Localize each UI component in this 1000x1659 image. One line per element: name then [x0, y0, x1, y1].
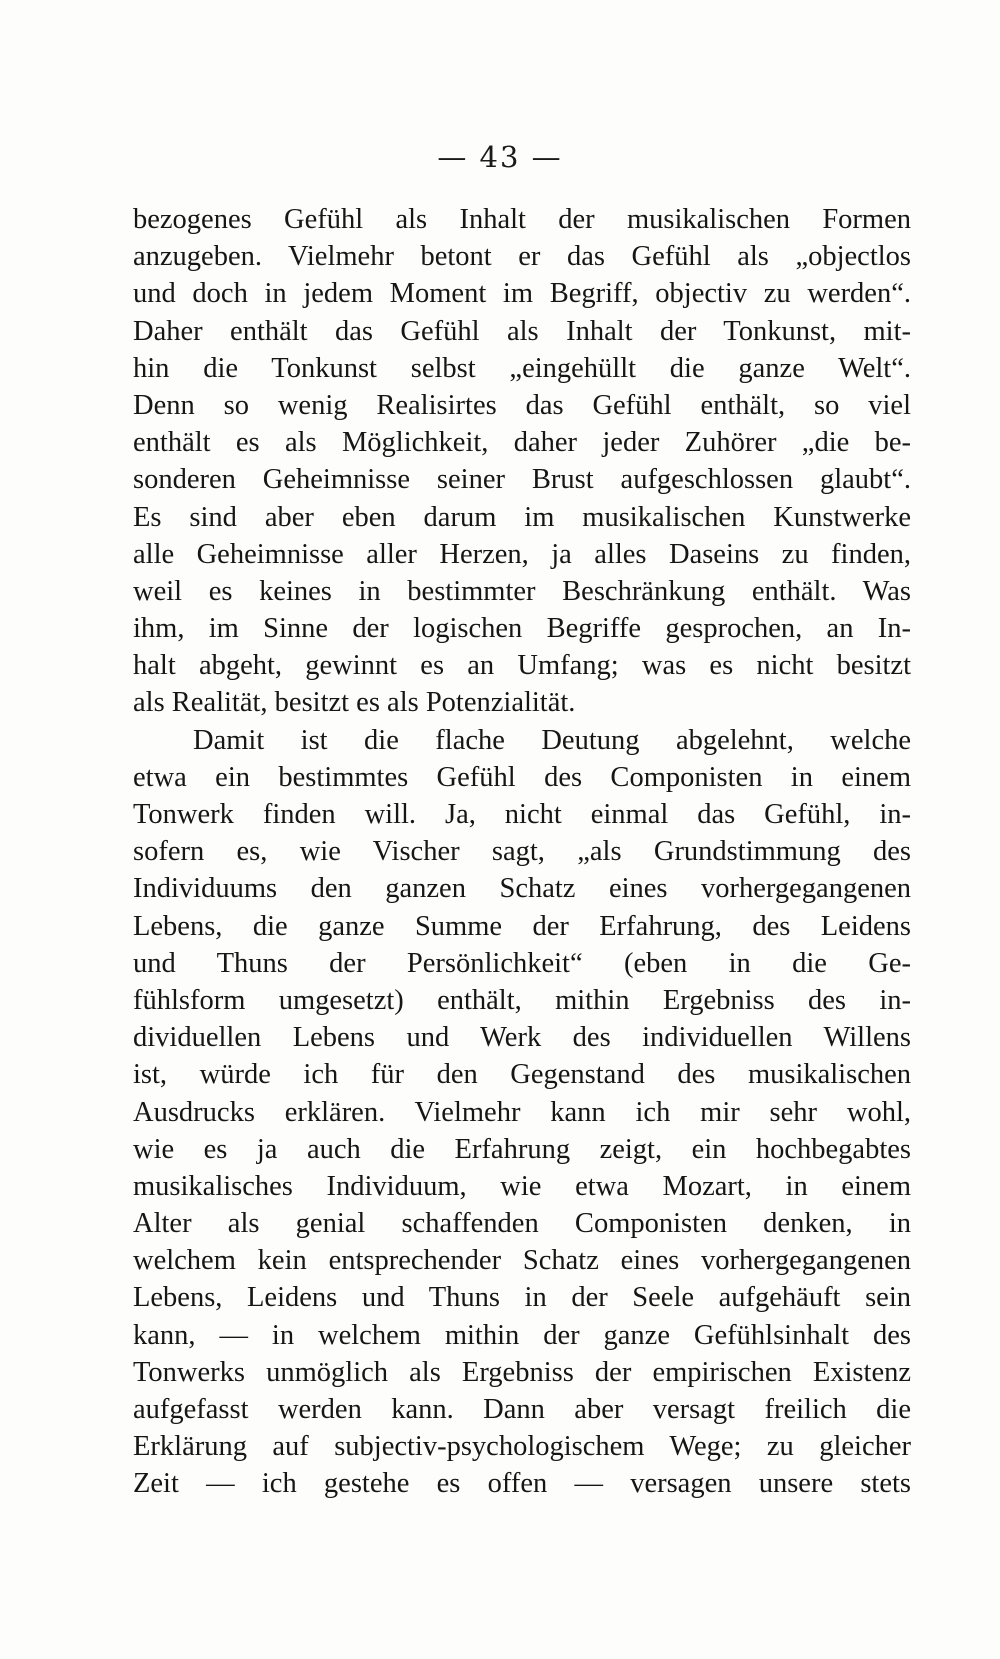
- text-line: bezogenes Gefühl als Inhalt der musikalischen Formen: [133, 204, 911, 235]
- text-line: Zeit — ich gestehe es offen — versagen unsere stets: [133, 1468, 911, 1500]
- text-line: Ausdrucks erklären. Vielmehr kann ich mir sehr wohl,: [133, 1096, 911, 1128]
- text-line: Tonwerks unmöglich als Ergebniss der empirischen Existenz: [133, 1356, 911, 1388]
- text-line: und doch in jedem Moment im Begriff, objectiv zu werden“.: [133, 278, 911, 310]
- text-line: Daher enthält das Gefühl als Inhalt der Tonkunst, mit-: [133, 315, 911, 347]
- text-line: dividuellen Lebens und Werk des individuellen Willens: [133, 1022, 911, 1054]
- text-line: Alter als genial schaffenden Componisten denken, in: [133, 1208, 911, 1240]
- text-line: fühlsform umgesetzt) enthält, mithin Ergebniss des in-: [133, 984, 911, 1016]
- text-line: aufgefasst werden kann. Dann aber versagt freilich die: [133, 1394, 911, 1425]
- text-line: weil es keines in bestimmter Beschränkung enthält. Was: [133, 575, 911, 607]
- text-line: halt abgeht, gewinnt es an Umfang; was es nicht besitzt: [133, 650, 911, 682]
- text-line: Erklärung auf subjectiv-psychologischem Wege; zu gleicher: [133, 1431, 911, 1463]
- text-line: Lebens, die ganze Summe der Erfahrung, des Leidens: [133, 910, 911, 942]
- body-text: [133, 201, 911, 1503]
- text-line: welchem kein entsprechender Schatz eines vorhergegangenen: [133, 1245, 911, 1277]
- text-line: Lebens, Leidens und Thuns in der Seele aufgehäuft sein: [133, 1282, 911, 1314]
- text-line: sofern es, wie Vischer sagt, „als Grundstimmung des: [133, 836, 911, 868]
- text-line: Individuums den ganzen Schatz eines vorhergegangenen: [133, 873, 911, 905]
- text-line: hin die Tonkunst selbst „eingehüllt die ganze Welt“.: [133, 352, 911, 384]
- text-line: alle Geheimnisse aller Herzen, ja alles Daseins zu finden,: [133, 538, 911, 570]
- paragraph-end-line: als Realität, besitzt es als Potenzialität.: [133, 687, 576, 719]
- text-line: ihm, im Sinne der logischen Begriffe gesprochen, an In-: [133, 613, 911, 645]
- text-line: Es sind aber eben darum im musikalischen Kunstwerke: [133, 501, 911, 533]
- text-line: etwa ein bestimmtes Gefühl des Componisten in einem: [133, 761, 911, 793]
- text-line: anzugeben. Vielmehr betont er das Gefühl als „objectlos: [133, 241, 911, 273]
- paragraph-start-line: Damit ist die flache Deutung abgelehnt, welche: [193, 724, 911, 756]
- text-line: sonderen Geheimnisse seiner Brust aufgeschlossen glaubt“.: [133, 464, 911, 496]
- page-number: — 43 —: [437, 140, 563, 174]
- text-line: musikalisches Individuum, wie etwa Mozart, in einem: [133, 1170, 911, 1202]
- text-line: kann, — in welchem mithin der ganze Gefühlsinhalt des: [133, 1319, 911, 1351]
- text-line: Denn so wenig Realisirtes das Gefühl enthält, so viel: [133, 389, 911, 421]
- text-line: enthält es als Möglichkeit, daher jeder Zuhörer „die be-: [133, 427, 911, 459]
- text-line: und Thuns der Persönlichkeit“ (eben in die Ge-: [133, 947, 911, 979]
- text-line: Tonwerk finden will. Ja, nicht einmal das Gefühl, in-: [133, 799, 911, 830]
- text-line: wie es ja auch die Erfahrung zeigt, ein hochbegabtes: [133, 1133, 911, 1165]
- text-line: ist, würde ich für den Gegenstand des musikalischen: [133, 1059, 911, 1091]
